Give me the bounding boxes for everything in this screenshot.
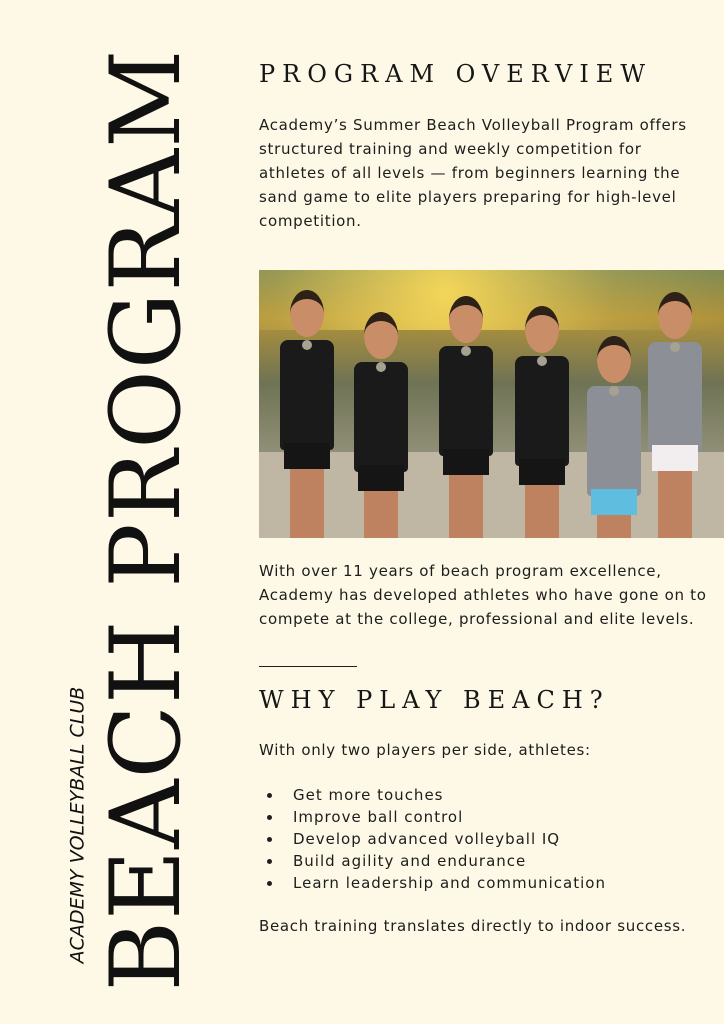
medal-icon: [461, 346, 471, 356]
team-photo: [259, 270, 724, 538]
player-legs: [658, 471, 692, 538]
player-figure: [346, 312, 416, 538]
player-head: [290, 290, 324, 337]
benefit-item: [267, 806, 606, 828]
player-shirt: [587, 386, 641, 496]
bullet-icon: [267, 881, 272, 886]
medal-icon: [302, 340, 312, 350]
player-legs: [449, 475, 483, 538]
benefit-text: Develop advanced volleyball IQ: [293, 830, 561, 848]
vertical-program-title: BEACH PROGRAM: [90, 48, 202, 992]
player-legs: [525, 485, 559, 538]
player-jersey: [439, 346, 493, 456]
player-jersey: [354, 362, 408, 472]
medal-icon: [376, 362, 386, 372]
benefit-item: [267, 850, 606, 872]
closing-paragraph: Beach training translates directly to indoor success.: [259, 917, 687, 935]
player-figure: [507, 306, 577, 538]
player-group: [259, 270, 724, 538]
player-legs: [364, 491, 398, 538]
benefit-text: Build agility and endurance: [293, 852, 527, 870]
why-lead-text: With only two players per side, athletes:: [259, 741, 591, 759]
bullet-icon: [267, 859, 272, 864]
player-head: [364, 312, 398, 359]
player-figure: [579, 336, 649, 538]
player-head: [449, 296, 483, 343]
player-figure: [640, 292, 710, 538]
club-name-vertical: ACADEMY VOLLEYBALL CLUB: [66, 686, 89, 964]
benefit-text: Get more touches: [293, 786, 444, 804]
player-shirt: [648, 342, 702, 452]
player-head: [597, 336, 631, 383]
bullet-icon: [267, 793, 272, 798]
player-jersey: [280, 340, 334, 450]
player-jersey: [515, 356, 569, 466]
bullet-icon: [267, 815, 272, 820]
benefit-item: [267, 872, 606, 894]
player-legs: [597, 515, 631, 538]
benefit-item: [267, 784, 606, 806]
player-head: [658, 292, 692, 339]
overview-section: [259, 52, 709, 233]
player-shorts: [284, 443, 330, 469]
benefit-text: Learn leadership and communication: [293, 874, 606, 892]
benefit-text: Improve ball control: [293, 808, 464, 826]
player-head: [525, 306, 559, 353]
benefit-item: [267, 828, 606, 850]
benefits-list: [267, 784, 606, 894]
player-legs: [290, 469, 324, 538]
bullet-icon: [267, 837, 272, 842]
why-heading: WHY PLAY BEACH?: [259, 686, 610, 714]
player-figure: [272, 290, 342, 538]
section-divider: [259, 666, 357, 667]
overview-paragraph: Academy’s Summer Beach Volleyball Program offers structured training and weekly competition for athletes of all levels — from beginners learning the sand game to elite players preparing for high-level competition.: [259, 116, 687, 230]
medal-icon: [537, 356, 547, 366]
player-shorts: [358, 465, 404, 491]
overview-heading: PROGRAM OVERVIEW: [259, 60, 652, 88]
player-shorts: [443, 449, 489, 475]
history-paragraph: With over 11 years of beach program excellence, Academy has developed athletes who have gone on to compete at the college, professional and elite levels.: [259, 562, 707, 628]
medal-icon: [670, 342, 680, 352]
player-shorts: [519, 459, 565, 485]
player-figure: [431, 296, 501, 538]
player-shorts: [591, 489, 637, 515]
player-shorts: [652, 445, 698, 471]
medal-icon: [609, 386, 619, 396]
